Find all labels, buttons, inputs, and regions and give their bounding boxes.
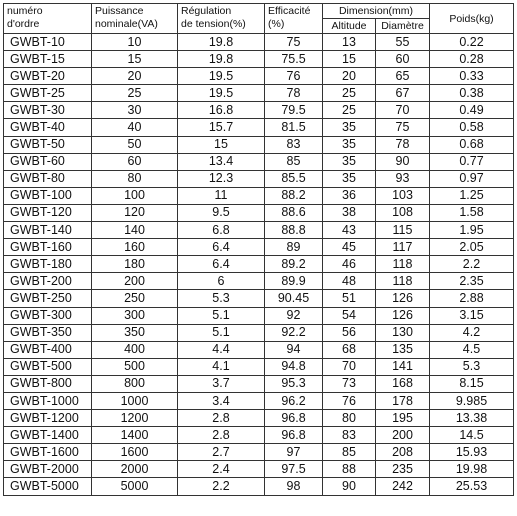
cell-altitude: 35	[323, 119, 376, 136]
col-header-efficacite	[265, 4, 323, 34]
cell-poids: 0.22	[430, 34, 514, 51]
cell-altitude: 54	[323, 307, 376, 324]
table-row	[4, 392, 514, 409]
cell-model: GWBT-100	[4, 187, 92, 204]
table-row	[4, 204, 514, 221]
cell-diametre: 178	[376, 392, 430, 409]
cell-regulation: 19.5	[178, 85, 265, 102]
cell-model: GWBT-80	[4, 170, 92, 187]
cell-efficacite: 96.2	[265, 392, 323, 409]
cell-diametre: 126	[376, 307, 430, 324]
cell-regulation: 19.8	[178, 51, 265, 68]
spec-table	[3, 3, 514, 496]
cell-model: GWBT-5000	[4, 478, 92, 495]
cell-poids: 2.2	[430, 256, 514, 273]
cell-regulation: 15.7	[178, 119, 265, 136]
cell-model: GWBT-120	[4, 204, 92, 221]
table-row	[4, 256, 514, 273]
cell-efficacite: 88.8	[265, 222, 323, 239]
cell-diametre: 115	[376, 222, 430, 239]
cell-poids: 0.68	[430, 136, 514, 153]
cell-puissance: 140	[92, 222, 178, 239]
cell-efficacite: 88.2	[265, 187, 323, 204]
cell-diametre: 141	[376, 358, 430, 375]
cell-model: GWBT-350	[4, 324, 92, 341]
cell-altitude: 48	[323, 273, 376, 290]
table-row	[4, 410, 514, 427]
cell-efficacite: 98	[265, 478, 323, 495]
cell-efficacite: 94.8	[265, 358, 323, 375]
cell-puissance: 180	[92, 256, 178, 273]
cell-model: GWBT-50	[4, 136, 92, 153]
table-row	[4, 290, 514, 307]
cell-altitude: 35	[323, 170, 376, 187]
cell-model: GWBT-1000	[4, 392, 92, 409]
cell-poids: 1.95	[430, 222, 514, 239]
cell-regulation: 6.8	[178, 222, 265, 239]
cell-efficacite: 81.5	[265, 119, 323, 136]
cell-efficacite: 88.6	[265, 204, 323, 221]
cell-diametre: 118	[376, 273, 430, 290]
col-header-efficacite-line1: Efficacité	[268, 5, 311, 17]
cell-model: GWBT-250	[4, 290, 92, 307]
cell-puissance: 500	[92, 358, 178, 375]
table-row	[4, 51, 514, 68]
cell-efficacite: 96.8	[265, 427, 323, 444]
cell-poids: 1.25	[430, 187, 514, 204]
table-row	[4, 222, 514, 239]
table-row	[4, 461, 514, 478]
col-header-regulation-line2: de tension(%)	[181, 18, 246, 30]
table-row	[4, 85, 514, 102]
cell-regulation: 4.1	[178, 358, 265, 375]
cell-regulation: 9.5	[178, 204, 265, 221]
cell-regulation: 2.8	[178, 410, 265, 427]
table-header	[4, 4, 514, 34]
cell-regulation: 6.4	[178, 239, 265, 256]
table-row	[4, 136, 514, 153]
cell-poids: 1.58	[430, 204, 514, 221]
cell-poids: 25.53	[430, 478, 514, 495]
cell-regulation: 6	[178, 273, 265, 290]
col-header-altitude: Altitude	[323, 19, 376, 34]
cell-efficacite: 97	[265, 444, 323, 461]
cell-altitude: 20	[323, 68, 376, 85]
table-row	[4, 153, 514, 170]
cell-poids: 5.3	[430, 358, 514, 375]
cell-regulation: 19.8	[178, 34, 265, 51]
cell-puissance: 25	[92, 85, 178, 102]
cell-altitude: 68	[323, 341, 376, 358]
cell-model: GWBT-1400	[4, 427, 92, 444]
table-row	[4, 478, 514, 495]
cell-puissance: 80	[92, 170, 178, 187]
table-row	[4, 427, 514, 444]
cell-regulation: 2.4	[178, 461, 265, 478]
cell-diametre: 90	[376, 153, 430, 170]
cell-efficacite: 79.5	[265, 102, 323, 119]
cell-puissance: 300	[92, 307, 178, 324]
cell-efficacite: 90.45	[265, 290, 323, 307]
cell-puissance: 20	[92, 68, 178, 85]
col-header-puissance-line1: Puissance	[95, 5, 144, 17]
cell-altitude: 13	[323, 34, 376, 51]
col-header-numero-line2: d'ordre	[7, 18, 40, 30]
cell-efficacite: 75.5	[265, 51, 323, 68]
cell-model: GWBT-1200	[4, 410, 92, 427]
cell-diametre: 118	[376, 256, 430, 273]
cell-puissance: 200	[92, 273, 178, 290]
cell-model: GWBT-30	[4, 102, 92, 119]
cell-altitude: 73	[323, 375, 376, 392]
cell-model: GWBT-60	[4, 153, 92, 170]
cell-model: GWBT-20	[4, 68, 92, 85]
cell-diametre: 235	[376, 461, 430, 478]
cell-puissance: 160	[92, 239, 178, 256]
table-row	[4, 119, 514, 136]
cell-puissance: 1600	[92, 444, 178, 461]
cell-diametre: 108	[376, 204, 430, 221]
cell-altitude: 46	[323, 256, 376, 273]
header-row-top	[4, 4, 514, 19]
cell-poids: 0.38	[430, 85, 514, 102]
cell-model: GWBT-140	[4, 222, 92, 239]
table-row	[4, 68, 514, 85]
cell-altitude: 45	[323, 239, 376, 256]
table-row	[4, 187, 514, 204]
col-header-poids: Poids(kg)	[430, 4, 514, 34]
col-header-numero	[4, 4, 92, 34]
table-row	[4, 273, 514, 290]
cell-altitude: 76	[323, 392, 376, 409]
col-header-regulation	[178, 4, 265, 34]
cell-diametre: 195	[376, 410, 430, 427]
cell-model: GWBT-160	[4, 239, 92, 256]
cell-puissance: 800	[92, 375, 178, 392]
cell-regulation: 2.2	[178, 478, 265, 495]
cell-puissance: 350	[92, 324, 178, 341]
cell-poids: 0.77	[430, 153, 514, 170]
cell-efficacite: 96.8	[265, 410, 323, 427]
cell-regulation: 3.7	[178, 375, 265, 392]
cell-altitude: 88	[323, 461, 376, 478]
cell-efficacite: 89.2	[265, 256, 323, 273]
cell-model: GWBT-300	[4, 307, 92, 324]
cell-altitude: 80	[323, 410, 376, 427]
col-header-diametre: Diamètre	[376, 19, 430, 34]
cell-poids: 2.05	[430, 239, 514, 256]
cell-poids: 0.33	[430, 68, 514, 85]
cell-diametre: 242	[376, 478, 430, 495]
cell-regulation: 2.8	[178, 427, 265, 444]
col-header-efficacite-line2: (%)	[268, 18, 285, 30]
table-row	[4, 358, 514, 375]
cell-diametre: 93	[376, 170, 430, 187]
cell-puissance: 15	[92, 51, 178, 68]
cell-diametre: 126	[376, 290, 430, 307]
cell-efficacite: 76	[265, 68, 323, 85]
cell-poids: 4.2	[430, 324, 514, 341]
cell-diametre: 135	[376, 341, 430, 358]
cell-puissance: 2000	[92, 461, 178, 478]
cell-model: GWBT-200	[4, 273, 92, 290]
cell-altitude: 90	[323, 478, 376, 495]
cell-poids: 19.98	[430, 461, 514, 478]
cell-diametre: 70	[376, 102, 430, 119]
table-row	[4, 102, 514, 119]
cell-efficacite: 92	[265, 307, 323, 324]
cell-diametre: 117	[376, 239, 430, 256]
cell-regulation: 6.4	[178, 256, 265, 273]
cell-altitude: 38	[323, 204, 376, 221]
cell-puissance: 100	[92, 187, 178, 204]
cell-puissance: 50	[92, 136, 178, 153]
cell-regulation: 16.8	[178, 102, 265, 119]
cell-efficacite: 83	[265, 136, 323, 153]
cell-altitude: 70	[323, 358, 376, 375]
cell-poids: 15.93	[430, 444, 514, 461]
table-row	[4, 324, 514, 341]
cell-puissance: 1200	[92, 410, 178, 427]
cell-regulation: 4.4	[178, 341, 265, 358]
cell-altitude: 35	[323, 136, 376, 153]
cell-efficacite: 75	[265, 34, 323, 51]
cell-efficacite: 92.2	[265, 324, 323, 341]
cell-diametre: 55	[376, 34, 430, 51]
cell-poids: 4.5	[430, 341, 514, 358]
cell-puissance: 1400	[92, 427, 178, 444]
cell-model: GWBT-800	[4, 375, 92, 392]
cell-puissance: 5000	[92, 478, 178, 495]
cell-regulation: 15	[178, 136, 265, 153]
cell-diametre: 200	[376, 427, 430, 444]
cell-model: GWBT-1600	[4, 444, 92, 461]
cell-puissance: 30	[92, 102, 178, 119]
cell-poids: 8.15	[430, 375, 514, 392]
table-row	[4, 375, 514, 392]
cell-efficacite: 89.9	[265, 273, 323, 290]
cell-poids: 0.28	[430, 51, 514, 68]
table-row	[4, 444, 514, 461]
cell-poids: 0.97	[430, 170, 514, 187]
cell-efficacite: 85	[265, 153, 323, 170]
cell-model: GWBT-40	[4, 119, 92, 136]
table-row	[4, 170, 514, 187]
cell-model: GWBT-500	[4, 358, 92, 375]
cell-regulation: 11	[178, 187, 265, 204]
cell-altitude: 83	[323, 427, 376, 444]
cell-model: GWBT-25	[4, 85, 92, 102]
col-header-puissance	[92, 4, 178, 34]
cell-altitude: 36	[323, 187, 376, 204]
cell-altitude: 85	[323, 444, 376, 461]
cell-regulation: 5.3	[178, 290, 265, 307]
cell-poids: 13.38	[430, 410, 514, 427]
cell-regulation: 5.1	[178, 307, 265, 324]
cell-regulation: 5.1	[178, 324, 265, 341]
cell-efficacite: 89	[265, 239, 323, 256]
cell-diametre: 78	[376, 136, 430, 153]
cell-model: GWBT-15	[4, 51, 92, 68]
table-row	[4, 239, 514, 256]
cell-puissance: 40	[92, 119, 178, 136]
cell-poids: 2.35	[430, 273, 514, 290]
cell-efficacite: 95.3	[265, 375, 323, 392]
col-header-regulation-line1: Régulation	[181, 5, 232, 17]
cell-diametre: 75	[376, 119, 430, 136]
col-header-numero-line1: numéro	[7, 5, 43, 17]
cell-poids: 2.88	[430, 290, 514, 307]
cell-diametre: 60	[376, 51, 430, 68]
cell-diametre: 208	[376, 444, 430, 461]
cell-efficacite: 78	[265, 85, 323, 102]
table-row	[4, 34, 514, 51]
cell-regulation: 19.5	[178, 68, 265, 85]
cell-puissance: 400	[92, 341, 178, 358]
col-header-dimension: Dimension(mm)	[323, 4, 430, 19]
cell-poids: 3.15	[430, 307, 514, 324]
cell-regulation: 12.3	[178, 170, 265, 187]
cell-poids: 0.49	[430, 102, 514, 119]
cell-puissance: 1000	[92, 392, 178, 409]
cell-altitude: 43	[323, 222, 376, 239]
cell-poids: 14.5	[430, 427, 514, 444]
cell-puissance: 250	[92, 290, 178, 307]
cell-diametre: 130	[376, 324, 430, 341]
cell-puissance: 120	[92, 204, 178, 221]
cell-altitude: 35	[323, 153, 376, 170]
cell-efficacite: 97.5	[265, 461, 323, 478]
cell-regulation: 13.4	[178, 153, 265, 170]
cell-poids: 9.985	[430, 392, 514, 409]
cell-altitude: 25	[323, 85, 376, 102]
table-body	[4, 34, 514, 496]
cell-puissance: 10	[92, 34, 178, 51]
cell-puissance: 60	[92, 153, 178, 170]
cell-model: GWBT-10	[4, 34, 92, 51]
cell-efficacite: 94	[265, 341, 323, 358]
cell-regulation: 2.7	[178, 444, 265, 461]
cell-diametre: 103	[376, 187, 430, 204]
table-row	[4, 307, 514, 324]
table-row	[4, 341, 514, 358]
cell-model: GWBT-180	[4, 256, 92, 273]
cell-altitude: 25	[323, 102, 376, 119]
col-header-puissance-line2: nominale(VA)	[95, 18, 158, 30]
cell-model: GWBT-2000	[4, 461, 92, 478]
cell-model: GWBT-400	[4, 341, 92, 358]
cell-poids: 0.58	[430, 119, 514, 136]
cell-altitude: 15	[323, 51, 376, 68]
cell-diametre: 67	[376, 85, 430, 102]
cell-diametre: 65	[376, 68, 430, 85]
cell-diametre: 168	[376, 375, 430, 392]
cell-altitude: 51	[323, 290, 376, 307]
cell-efficacite: 85.5	[265, 170, 323, 187]
cell-altitude: 56	[323, 324, 376, 341]
cell-regulation: 3.4	[178, 392, 265, 409]
